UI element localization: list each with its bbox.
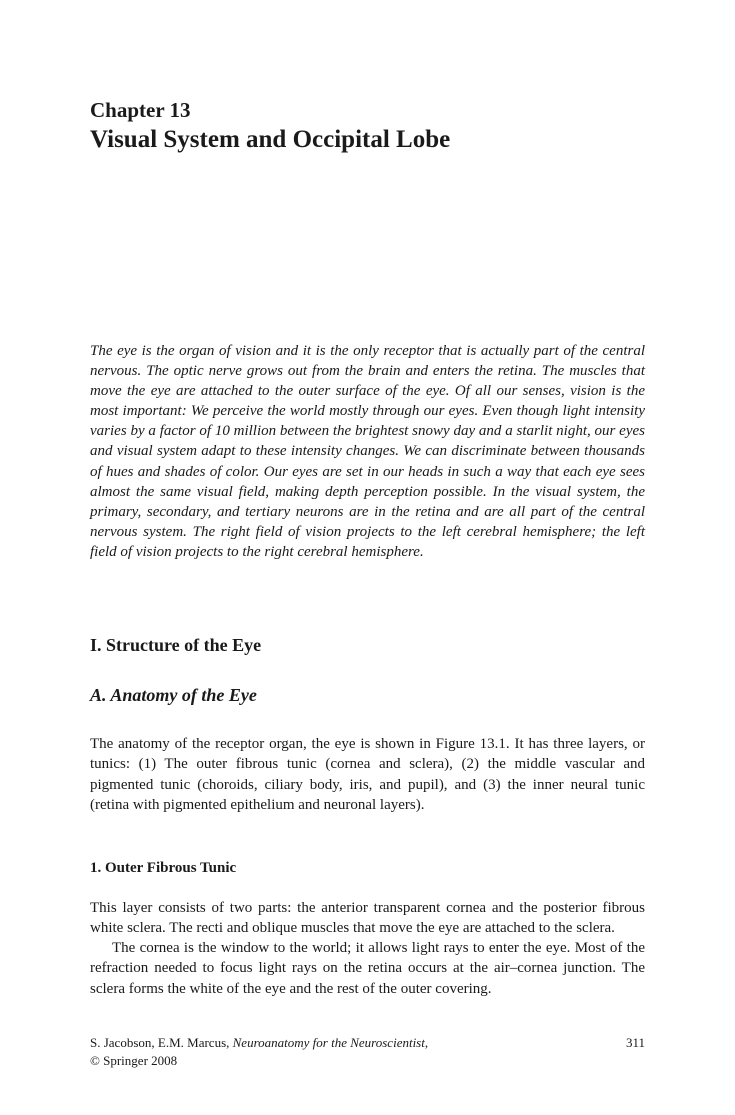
- footer-authors: S. Jacobson, E.M. Marcus,: [90, 1035, 233, 1050]
- chapter-title: Visual System and Occipital Lobe: [90, 126, 451, 153]
- cornea-paragraph: The cornea is the window to the world; it allows light rays to enter the eye. Most of the refraction needed to focus light rays on the retina occurs at the air–cornea junction. The sclera forms the white of the eye and the rest of the outer covering.: [90, 940, 645, 997]
- chapter-abstract: The eye is the organ of vision and it is the only receptor that is actually part of the central nervous. The optic nerve grows out from the brain and enters the retina. The muscles that move the eye are attached to the outer surface of the eye. Of all our senses, vision is the most important: We perceive the world mostly through our eyes. Even though light intensity varies by a factor of 10 million between the brightest snowy day and a starlit night, our eyes and visual system adapt to these intensity changes. We can discriminate between thousands of hues and shades of color. Our eyes are set in our heads in such a way that each eye sees almost the same visual field, making depth perception possible. In the visual system, the primary, secondary, and tertiary neurons are in the retina and are all part of the central nervous system. The right field of vision projects to the left cerebral hemisphere; the left field of vision projects to the right cerebral hemisphere.: [90, 343, 645, 560]
- chapter-label: Chapter 13: [90, 98, 191, 122]
- subsubsection-heading: 1. Outer Fibrous Tunic: [90, 860, 237, 876]
- section-heading: I. Structure of the Eye: [90, 635, 262, 655]
- footer-citation: [90, 1035, 428, 1050]
- tunic-paragraph: This layer consists of two parts: the anterior transparent cornea and the posterior fibrous white sclera. The recti and oblique muscles that move the eye are attached to the sclera.: [90, 900, 645, 937]
- footer-book-title: Neuroanatomy for the Neuroscientist: [232, 1035, 425, 1050]
- footer-citation-line: [90, 1034, 645, 1052]
- page-footer: [90, 1034, 645, 1070]
- page-number: 311: [625, 1035, 645, 1050]
- subsection-heading: A. Anatomy of the Eye: [90, 685, 257, 705]
- anatomy-paragraph: The anatomy of the receptor organ, the eye is shown in Figure 13.1. It has three layers, or tunics: (1) The outer fibrous tunic (cornea and sclera), (2) the middle vascular and pigmented tunic (choroids, ciliary body, iris, and pupil), and (3) the inner neural tunic (retina with pigmented epithelium and neuronal layers).: [90, 736, 645, 813]
- footer-trailing-comma: ,: [424, 1035, 429, 1050]
- footer-copyright: © Springer 2008: [90, 1053, 178, 1068]
- document-page: [90, 0, 645, 1115]
